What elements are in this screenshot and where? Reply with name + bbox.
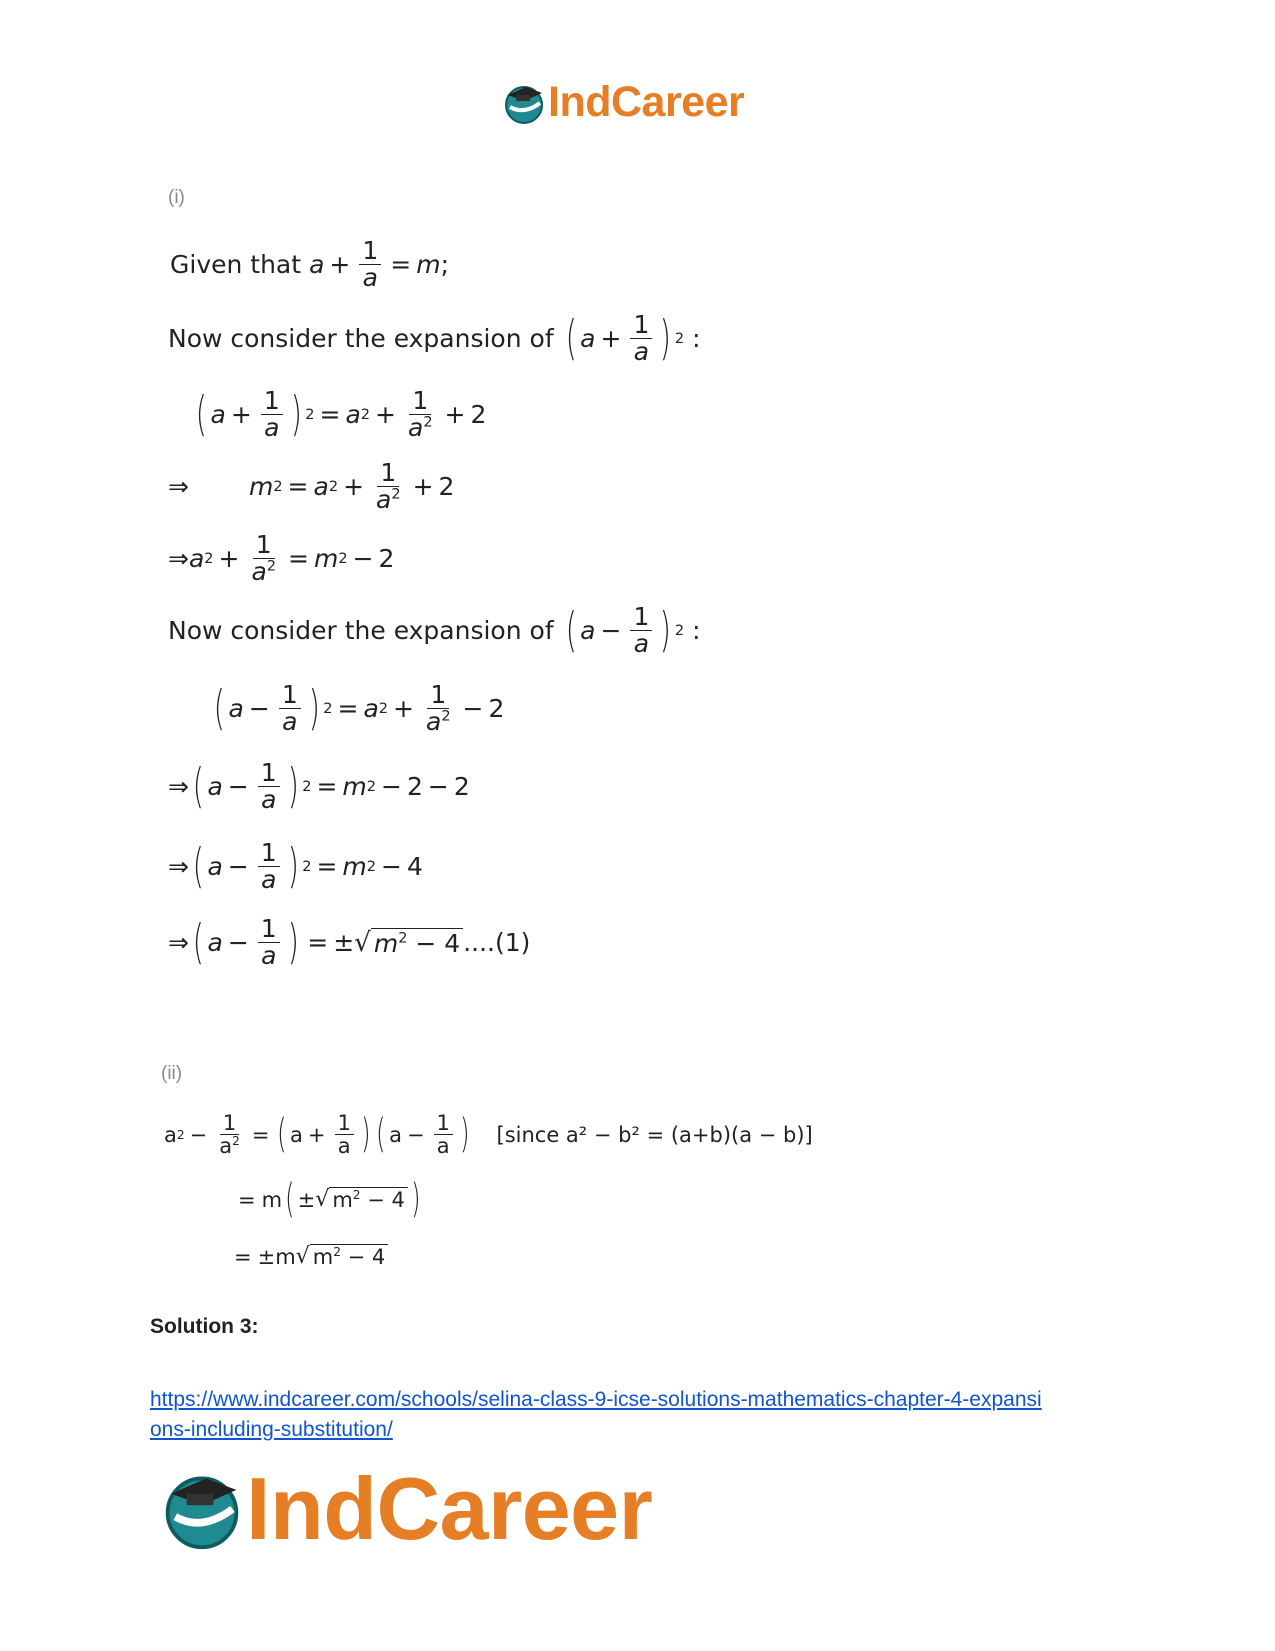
- part-ii-label: (ii): [161, 1063, 183, 1084]
- equation-square-minus: ( a − $\frac{1}{a}$ ) 2 = a 2 + $\frac{1}{a^2}$ − 2: [213, 680, 505, 737]
- equation-square-plus: ( a + $\frac{1}{a}$ ) 2 = a 2 + $\frac{1}{a^2}$ + 2: [195, 386, 487, 443]
- equation-difference-squares: a 2 − $\frac{1}{a^2}$ = ( a + $\frac{1}{a}$ ) ( a − $\frac{1}{a}$ ) [since a² − b² = (a+b)(a − b)]: [164, 1110, 813, 1159]
- implies-symbol: ⇒: [168, 544, 189, 574]
- link-line-2[interactable]: ons-including-substitution/: [150, 1418, 393, 1441]
- given-text: Given that: [170, 250, 302, 280]
- equation-minus-m2-4: ⇒ ( a − $\frac{1}{a}$ ) 2 = m 2 − 4: [168, 838, 423, 895]
- footer-logo: [160, 1458, 652, 1560]
- equation-m-squared: ⇒ m 2 = a 2 + $\frac{1}{a^2}$ + 2: [168, 458, 455, 515]
- equation-minus-m2-2-2: ⇒ ( a − $\frac{1}{a}$ ) 2 = m 2 − 2 − 2: [168, 758, 470, 815]
- implies-symbol: ⇒: [168, 772, 189, 802]
- since-note: [since a² − b² = (a+b)(a − b)]: [496, 1122, 813, 1147]
- implies-symbol: ⇒: [168, 472, 189, 502]
- link-line-1[interactable]: https://www.indcareer.com/schools/selina-class-9-icse-solutions-mathematics-chapter-4-expansi: [150, 1388, 1042, 1411]
- equation-result-1: ⇒ ( a − $\frac{1}{a}$ ) = ± √ $m^2 - 4$ ....(1): [168, 914, 531, 971]
- implies-symbol: ⇒: [168, 852, 189, 882]
- equation-a2-plus-inv: ⇒ a 2 + $\frac{1}{a^2}$ = m 2 − 2: [168, 530, 395, 587]
- equation-final: = ±m √ $m^2 - 4$: [234, 1244, 388, 1269]
- source-link[interactable]: [150, 1385, 1130, 1445]
- logo-text: IndCareer: [548, 78, 745, 126]
- header-logo: [502, 78, 744, 127]
- expansion-text-1: Now consider the expansion of: [168, 324, 554, 354]
- given-equation: Given that a + $\frac{1}{a}$ = m ;: [170, 236, 449, 293]
- graduation-globe-icon: [502, 81, 546, 125]
- graduation-globe-icon: [160, 1467, 244, 1551]
- equation-reference: ....(1): [463, 928, 531, 958]
- equation-m-times-root: = m ( ± √ $m^2 - 4$ ): [238, 1176, 421, 1222]
- expansion-intro-plus: Now consider the expansion of ( a + $\frac{1}{a}$ ) 2 :: [168, 310, 701, 367]
- expansion-intro-minus: Now consider the expansion of ( a − $\frac{1}{a}$ ) 2 :: [168, 602, 701, 659]
- solution-heading: Solution 3:: [150, 1315, 259, 1338]
- implies-symbol: ⇒: [168, 928, 189, 958]
- part-i-label: (i): [168, 187, 185, 208]
- expansion-text-2: Now consider the expansion of: [168, 616, 554, 646]
- logo-text: IndCareer: [246, 1459, 653, 1558]
